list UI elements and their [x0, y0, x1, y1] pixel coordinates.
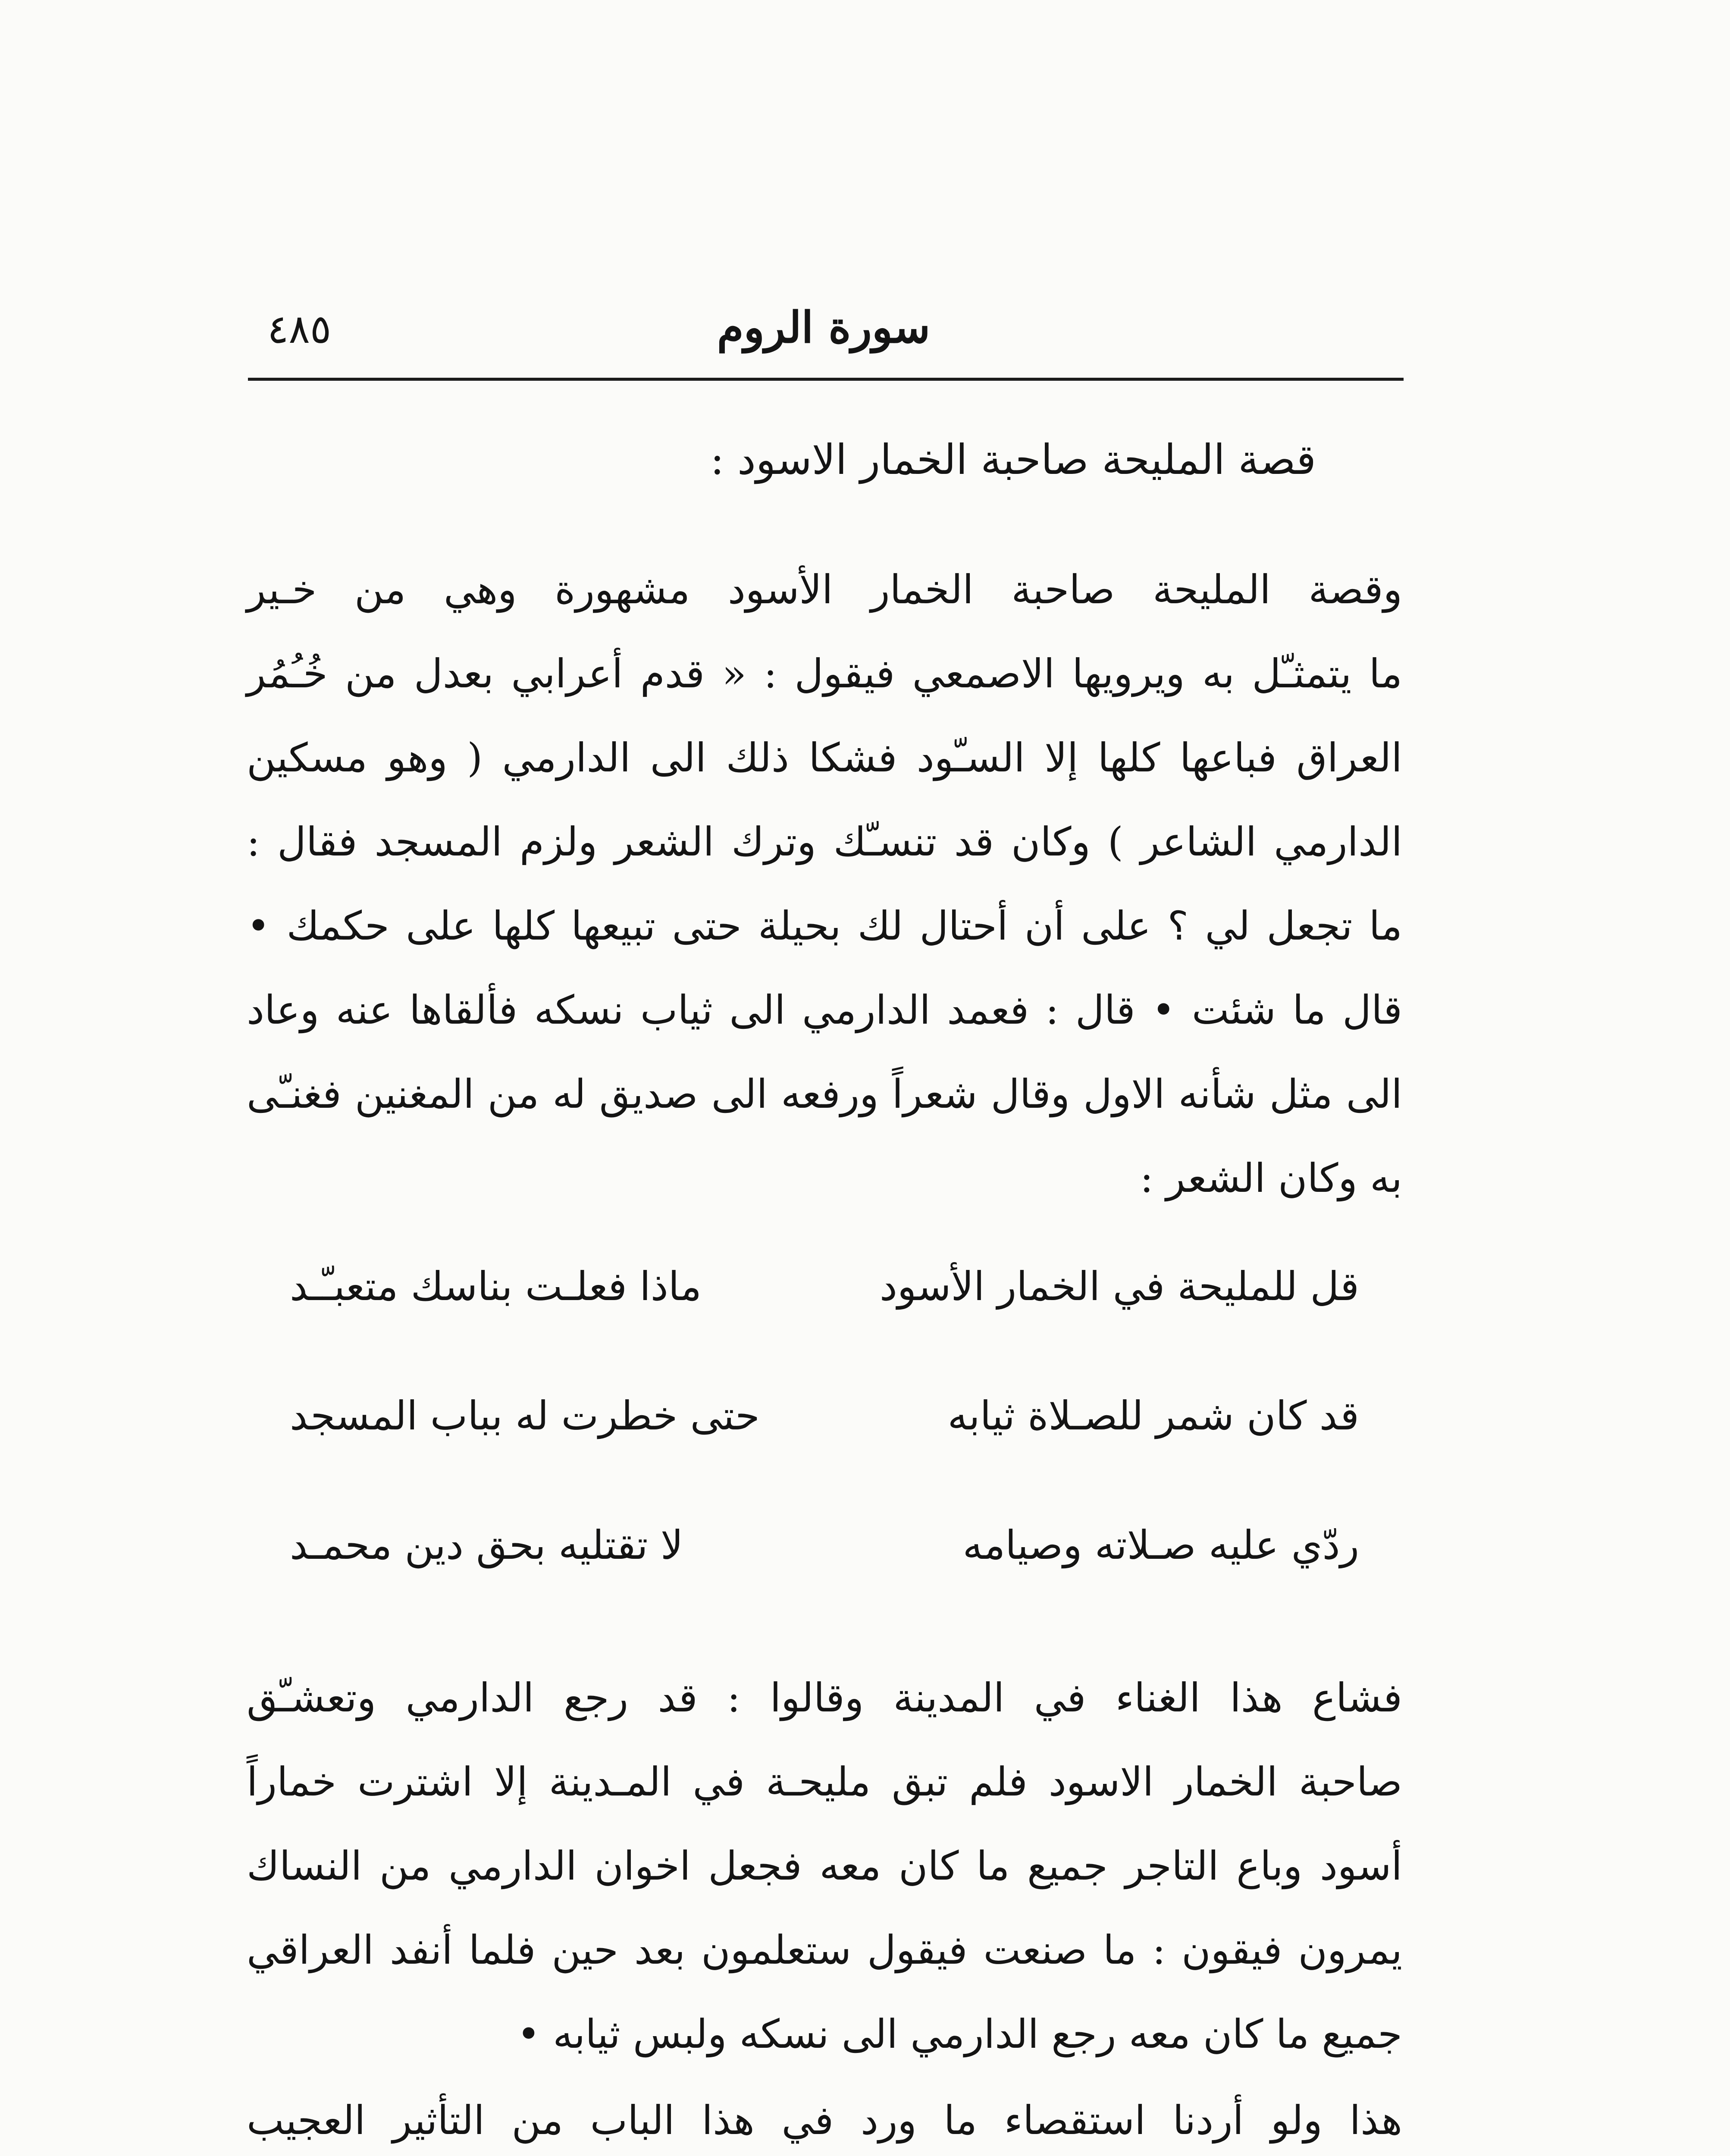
verse-first-hemistich: ردّي عليه صـلاته وصيامه: [962, 1522, 1359, 1568]
poem-verse: [290, 1263, 1359, 1393]
text-line: الدارمي الشاعر ) وكان قد تنسـّك وترك الشعر ولزم المسجد فقال :: [247, 819, 1402, 865]
text-line: ما تجعل لي ؟ على أن أحتال لك بحيلة حتى تبيعها كلها على حكمك •: [247, 903, 1402, 949]
text-line: هذا ولو أردنا استقصاء ما ورد في هذا الباب من التأثير العجيب: [247, 2097, 1402, 2143]
poem-verse: [290, 1393, 1359, 1522]
running-head: [241, 276, 1406, 362]
text-line: ما يتمثـّل به ويرويها الاصمعي فيقول : « قدم أعرابي بعدل من خُـُمُر: [247, 651, 1402, 697]
paragraph-aftermath: [247, 1656, 1402, 2076]
chapter-title: سورة الروم: [717, 302, 931, 353]
text-line: الى مثل شأنه الاول وقال شعراً ورفعه الى صديق له من المغنين فغنـّى: [247, 1071, 1402, 1117]
verse-second-hemistich: ماذا فعلـت بناسك متعبـّـد: [290, 1263, 702, 1310]
verse-first-hemistich: قل للمليحة في الخمار الأسود: [879, 1263, 1359, 1310]
poem: [290, 1263, 1359, 1651]
text-line: يمرون فيقون : ما صنعت فيقول ستعلمون بعد حين فلما أنفد العراقي: [247, 1927, 1402, 1973]
paragraph-conclusion: [247, 2078, 1402, 2156]
text-line: صاحبة الخمار الاسود فلم تبق مليحـة في المـدينة إلا اشترت خماراً: [247, 1759, 1402, 1805]
verse-second-hemistich: لا تقتليه بحق دين محمـد: [290, 1522, 683, 1568]
page-number: ٤٨٥: [267, 306, 332, 352]
poem-verse: [290, 1522, 1359, 1651]
text-line: أسود وباع التاجر جميع ما كان معه فجعل اخوان الدارمي من النساك: [247, 1843, 1402, 1889]
header-rule: [248, 378, 1404, 381]
text-line: فشاع هذا الغناء في المدينة وقالوا : قد رجع الدارمي وتعشـّق: [247, 1675, 1402, 1721]
text-line: قال ما شئت • قال : فعمد الدارمي الى ثياب نسكه فألقاها عنه وعاد: [247, 987, 1402, 1033]
text-line: به وكان الشعر :: [1140, 1155, 1402, 1201]
text-line: وقصة المليحة صاحبة الخمار الأسود مشهورة وهي من خـير: [247, 567, 1402, 613]
verse-first-hemistich: قد كان شمر للصـلاة ثيابه: [947, 1393, 1359, 1439]
section-heading: قصة المليحة صاحبة الخمار الاسود :: [710, 436, 1316, 484]
text-line: جميع ما كان معه رجع الدارمي الى نسكه ولبس ثيابه •: [517, 2011, 1402, 2057]
text-line: العراق فباعها كلها إلا السـّود فشكا ذلك الى الدارمي ( وهو مسكين: [247, 735, 1402, 781]
paragraph-story: [247, 548, 1402, 1220]
verse-second-hemistich: حتى خطرت له بباب المسجد: [290, 1393, 760, 1439]
